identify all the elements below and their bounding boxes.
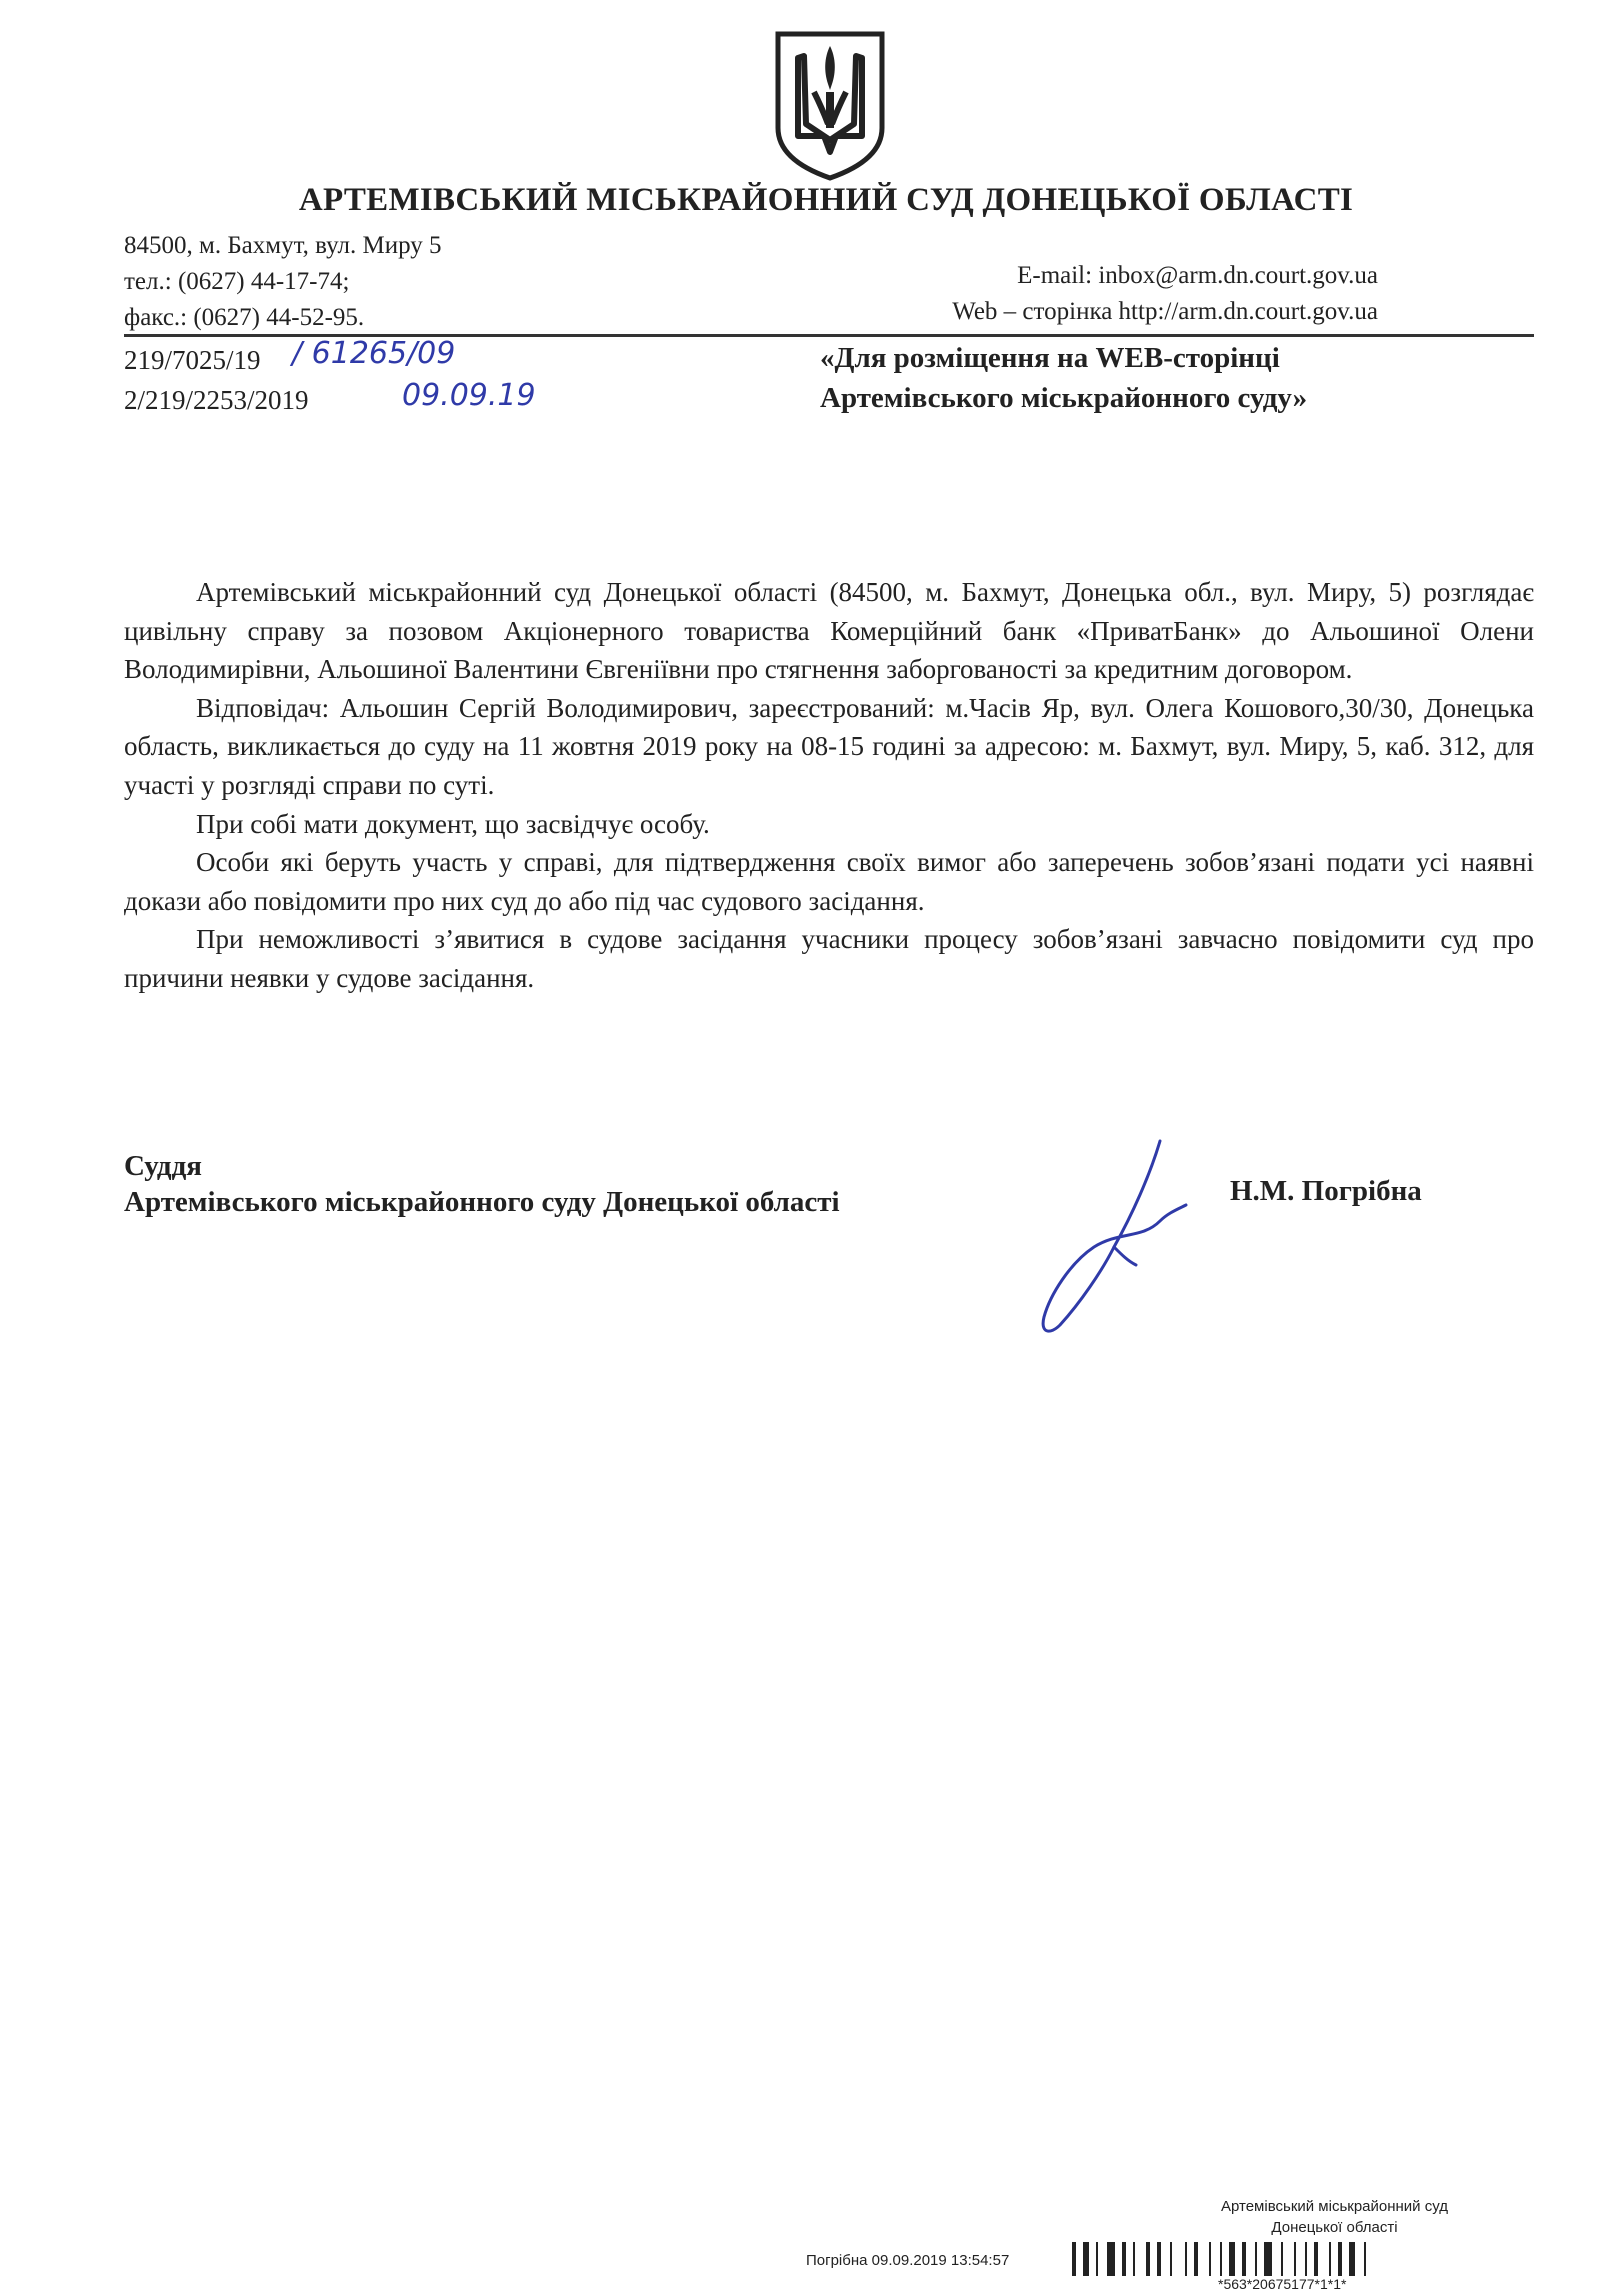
paragraph-defendant: Відповідач: Альошин Сергій Володимирович, зареєстрований: м.Часів Яр, вул. Олега Кошового,30/30, Донецька область, викликається до суду на 11 жовтня 2019 року на 08-15 годині за адресою: м. Бахмут, вул. Миру, 5, каб. 312, для участі у розгляді справи по суті. [124,692,1534,800]
contact-left [124,228,442,336]
contact-right [952,258,1378,330]
web-note-line2: Артемівського міськрайонного суду» [820,382,1308,414]
case-number-2: 2/219/2253/2019 [124,385,309,415]
notice-body [124,573,1534,998]
judge-court: Артемівського міськрайонного суду Донецької області [124,1186,840,1218]
court-title: АРТЕМІВСЬКИЙ МІСЬКРАЙОННИЙ СУД ДОНЕЦЬКОЇ ОБЛАСТІ [298,182,1354,218]
barcode-icon [1072,2242,1552,2276]
registration-stamp-timestamp: Погрібна 09.09.2019 13:54:57 [806,2252,1010,2269]
paragraph-evidence: Особи які беруть участь у справі, для підтвердження своїх вимог або заперечень зобов’язані подати усі наявні докази або повідомити про них суд до або під час судового засідання. [124,847,1534,916]
barcode-number: *563*20675177*1*1* [1218,2276,1347,2292]
court-address: 84500, м. Бахмут, вул. Миру 5 [124,232,442,259]
handwritten-outgoing-number: / 61265/09 [292,336,456,371]
handwritten-signature-icon [1010,1135,1200,1340]
court-fax: факс.: (0627) 44-52-95. [124,304,365,331]
paragraph-case: Артемівський міськрайонний суд Донецької області (84500, м. Бахмут, Донецька обл., вул. Миру, 5) розглядає цивільну справу за позовом Акціонерного товариства Комерційний банк «ПриватБанк» до Альошиної Олени Володимирівни, Альошиної Валентини Євгеніївни про стягнення заборгованості за кредитним договором. [124,577,1534,685]
case-number-1: 219/7025/19 [124,345,261,375]
judge-block [124,1148,840,1220]
judge-name: Н.М. Погрібна [1230,1175,1422,1207]
judge-title: Суддя [124,1150,202,1182]
web-publication-note [820,338,1307,418]
handwritten-date: 09.09.19 [402,378,536,413]
stamp-court-line1: Артемівський міськрайонний суд [1221,2198,1448,2215]
court-website: Web – сторінка http://arm.dn.court.gov.ua [952,298,1378,325]
trident-emblem-icon [770,28,890,183]
court-phone: тел.: (0627) 44-17-74; [124,268,350,295]
stamp-court-line2: Донецької області [1271,2219,1398,2236]
web-note-line1: «Для розміщення на WEB-сторінці [820,342,1280,374]
case-numbers [124,340,309,420]
court-email: E-mail: inbox@arm.dn.court.gov.ua [1017,262,1378,289]
paragraph-id-document: При собі мати документ, що засвідчує особу. [196,808,710,839]
paragraph-absence: При неможливості з’явитися в судове засідання учасники процесу зобов’язані завчасно повідомити суд про причини неявки у судове засідання. [124,924,1534,993]
registration-stamp-court [1221,2196,1448,2238]
